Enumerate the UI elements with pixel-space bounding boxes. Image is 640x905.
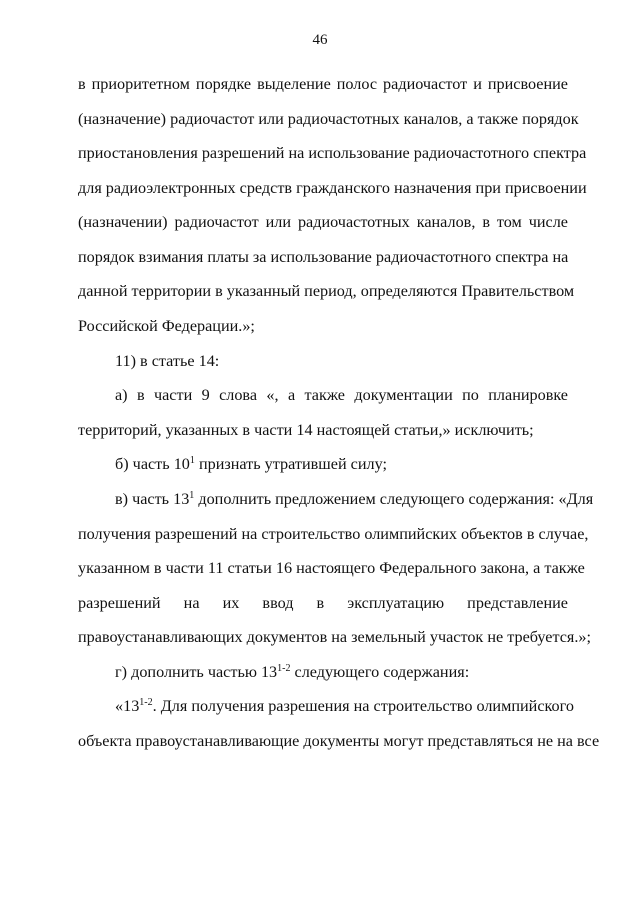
text-line: правоустанавливающих документов на земельный участок не требуется.»;	[78, 628, 592, 646]
text-line	[115, 661, 568, 683]
text-line	[115, 488, 594, 510]
text-line: объекта правоустанавливающие документы могут представляться не на все	[78, 732, 600, 750]
text-segment: следующего содержания:	[290, 663, 470, 681]
text-line: 11) в статье 14:	[115, 352, 220, 370]
text-segment: в) часть 13	[115, 490, 190, 508]
text-segment: признать утратившей силу;	[194, 455, 387, 473]
text-line: для радиоэлектронных средств гражданского назначения при присвоении	[78, 179, 587, 197]
text-line: территорий, указанных в части 14 настоящей статьи,» исключить;	[78, 421, 534, 439]
superscript: 1	[189, 455, 195, 466]
text-segment: «13	[115, 697, 140, 715]
text-line: указанном в части 11 статьи 16 настоящего Федерального закона, а также	[78, 559, 585, 577]
superscript: 1-2	[139, 697, 153, 708]
text-segment: . Для получения разрешения на строительство олимпийского	[152, 697, 574, 715]
text-line: порядок взимания платы за использование радиочастотного спектра на	[78, 248, 569, 266]
text-line: получения разрешений на строительство олимпийских объектов в случае,	[78, 525, 589, 543]
text-line: в приоритетном порядке выделение полос радиочастот и присвоение	[78, 75, 568, 93]
superscript: 1-2	[277, 663, 291, 674]
text-line: данной территории в указанный период, определяются Правительством	[78, 282, 575, 300]
text-segment: б) часть 10	[115, 455, 190, 473]
text-line: Российской Федерации.»;	[78, 317, 255, 335]
superscript: 1	[189, 490, 195, 501]
text-line: разрешений на их ввод в эксплуатацию представление	[78, 594, 568, 612]
text-line	[115, 695, 574, 717]
text-line	[115, 453, 568, 475]
text-segment: дополнить предложением следующего содержания: «Для	[194, 490, 594, 508]
text-line: приостановления разрешений на использование радиочастотного спектра	[78, 144, 587, 162]
text-line: (назначении) радиочастот или радиочастотных каналов, в том числе	[78, 213, 568, 231]
text-segment: г) дополнить частью 13	[115, 663, 278, 681]
text-line: а) в части 9 слова «, а также документации по планировке	[115, 386, 568, 404]
text-line: (назначение) радиочастот или радиочастотных каналов, а также порядок	[78, 110, 579, 128]
page-number: 46	[312, 32, 328, 48]
